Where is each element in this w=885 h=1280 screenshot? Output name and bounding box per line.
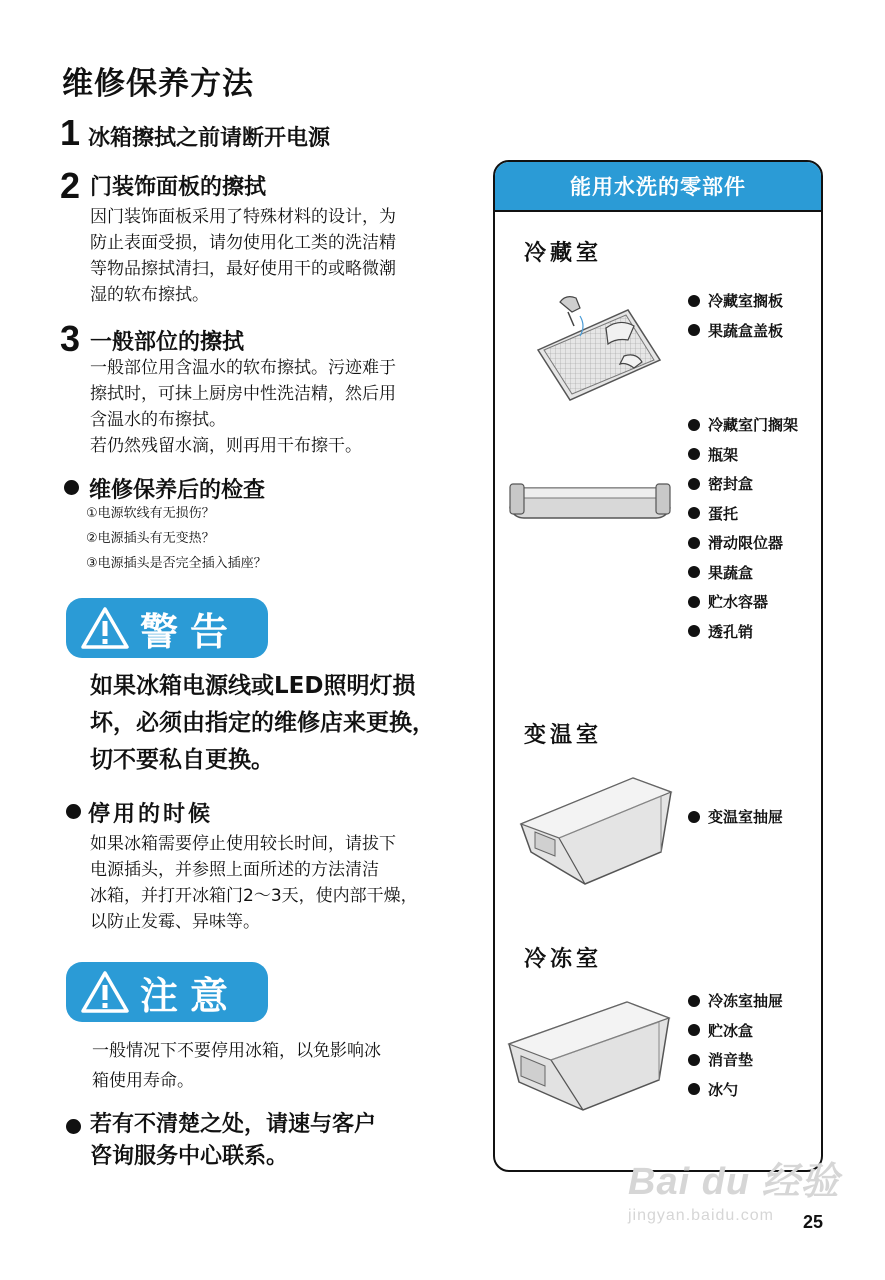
check-item: ②电源插头有无变热？ <box>86 531 215 546</box>
bullet-icon <box>688 1083 700 1095</box>
list-item <box>688 558 798 588</box>
part-label: 滑动限位器 <box>708 534 784 553</box>
list-item <box>688 1045 783 1075</box>
stop-use-title: 停用的时候 <box>88 802 214 827</box>
warning-text <box>90 668 435 779</box>
list-item <box>688 1016 783 1046</box>
contact-line: 若有不清楚之处，请速与客户 <box>90 1112 377 1137</box>
list-item <box>688 316 783 346</box>
check-title: 维修保养后的检查 <box>89 478 266 503</box>
watermark-url: jingyan.baidu.com <box>628 1207 774 1224</box>
part-label: 瓶架 <box>708 445 739 464</box>
warning-triangle-icon <box>80 606 130 650</box>
caution-triangle-icon <box>80 970 130 1014</box>
step-2-number: 2 <box>60 165 81 206</box>
section-title-variable-temp: 变温室 <box>524 723 603 748</box>
list-item <box>688 1075 783 1105</box>
part-label: 贮冰盒 <box>708 1021 754 1040</box>
step-3-line: 若仍然残留水滴，则再用干布擦干。 <box>90 436 362 456</box>
part-label: 果蔬盒 <box>708 563 754 582</box>
freezer-list <box>688 986 783 1104</box>
step-2-body <box>90 204 396 308</box>
notice-label: 注意 <box>140 973 241 1018</box>
bullet-icon <box>688 995 700 1007</box>
section-title-refrigerator: 冷藏室 <box>524 241 603 266</box>
door-shelf-image <box>506 478 674 522</box>
page-number: 25 <box>802 1212 823 1232</box>
bullet-icon <box>688 596 700 608</box>
step-2-title: 门装饰面板的擦拭 <box>90 175 267 200</box>
stop-use-body <box>90 831 418 935</box>
part-label: 消音垫 <box>708 1051 754 1070</box>
bullet-icon <box>688 1024 700 1036</box>
step-1-number: 1 <box>60 112 81 153</box>
warning-banner <box>66 598 268 658</box>
step-2-line: 因门装饰面板采用了特殊材料的设计，为 <box>90 207 396 227</box>
list-item <box>688 469 798 499</box>
step-3-line: 一般部位用含温水的软布擦拭。污迹难于 <box>90 358 396 378</box>
bullet-icon <box>688 811 700 823</box>
freezer-drawer-image <box>505 996 675 1116</box>
part-label: 冷冻室抽屉 <box>708 992 784 1011</box>
part-label: 冷藏室门搁架 <box>708 416 799 435</box>
bullet-icon <box>64 480 79 495</box>
bullet-icon <box>688 419 700 431</box>
step-3-line: 擦拭时，可抹上厨房中性洗洁精，然后用 <box>90 384 396 404</box>
bullet-icon <box>66 1119 81 1134</box>
notice-line: 一般情况下不要停用冰箱，以免影响冰 <box>92 1041 381 1061</box>
section-title-freezer: 冷冻室 <box>524 947 603 972</box>
variable-temp-drawer-image <box>515 772 677 892</box>
check-item: ①电源软线有无损伤？ <box>86 506 215 521</box>
step-3-title: 一般部位的擦拭 <box>90 330 245 355</box>
part-label: 密封盒 <box>708 475 754 494</box>
step-3-line: 含温水的布擦拭。 <box>90 410 226 430</box>
contact-text <box>90 1109 376 1173</box>
check-item: ③电源插头是否完全插入插座？ <box>86 556 267 571</box>
bullet-icon <box>688 448 700 460</box>
warning-label: 警告 <box>140 609 241 654</box>
bullet-icon <box>688 324 700 336</box>
bullet-icon <box>688 507 700 519</box>
step-3-number: 3 <box>60 318 81 359</box>
contact-line: 咨询服务中心联系。 <box>90 1144 289 1169</box>
part-label: 冰勺 <box>708 1080 739 1099</box>
notice-text <box>92 1036 381 1096</box>
list-item <box>688 440 798 470</box>
list-item <box>688 528 798 558</box>
stop-use-line: 如果冰箱需要停止使用较长时间，请拔下 <box>90 834 396 854</box>
bullet-icon <box>688 625 700 637</box>
notice-line: 箱使用寿命。 <box>92 1071 194 1091</box>
bullet-icon <box>688 537 700 549</box>
list-item <box>688 587 798 617</box>
list-item <box>688 499 798 529</box>
step-3-body <box>90 355 396 459</box>
step-1-title: 冰箱擦拭之前请断开电源 <box>88 126 331 151</box>
part-label: 果蔬盒盖板 <box>708 321 784 340</box>
bullet-icon <box>688 478 700 490</box>
part-label: 蛋托 <box>708 504 739 523</box>
list-item <box>688 986 783 1016</box>
part-label: 冷藏室搁板 <box>708 292 784 311</box>
bullet-icon <box>688 1054 700 1066</box>
variable-temp-list <box>688 802 783 832</box>
warning-line: 坏，必须由指定的维修店来更换， <box>90 710 435 736</box>
refrigerator-list-b <box>688 410 798 646</box>
warning-line: 切不要私自更换。 <box>90 747 274 773</box>
part-label: 变温室抽屉 <box>708 808 784 827</box>
shelf-cleaning-image <box>520 288 670 408</box>
bullet-icon <box>688 295 700 307</box>
bullet-icon <box>688 566 700 578</box>
check-list <box>86 501 267 576</box>
step-2-line: 等物品擦拭清扫，最好使用干的或略微潮 <box>90 259 396 279</box>
stop-use-line: 冰箱，并打开冰箱门2～3天，使内部干燥， <box>90 886 418 906</box>
stop-use-line: 电源插头，并参照上面所述的方法清洁 <box>90 860 379 880</box>
list-item <box>688 802 783 832</box>
part-label: 贮水容器 <box>708 593 769 612</box>
refrigerator-list-a <box>688 286 783 345</box>
bullet-icon <box>66 804 81 819</box>
step-2-line: 湿的软布擦拭。 <box>90 285 209 305</box>
stop-use-line: 以防止发霉、异味等。 <box>90 912 260 932</box>
list-item <box>688 410 798 440</box>
warning-line: 如果冰箱电源线或LED照明灯损 <box>90 673 416 699</box>
notice-banner <box>66 962 268 1022</box>
panel-header: 能用水洗的零部件 <box>495 162 821 212</box>
step-2-line: 防止表面受损，请勿使用化工类的洗洁精 <box>90 233 396 253</box>
page-title: 维修保养方法 <box>62 66 254 102</box>
part-label: 透孔销 <box>708 622 754 641</box>
list-item <box>688 286 783 316</box>
watermark-brand: Bai du 经验 <box>628 1161 840 1203</box>
list-item <box>688 617 798 647</box>
